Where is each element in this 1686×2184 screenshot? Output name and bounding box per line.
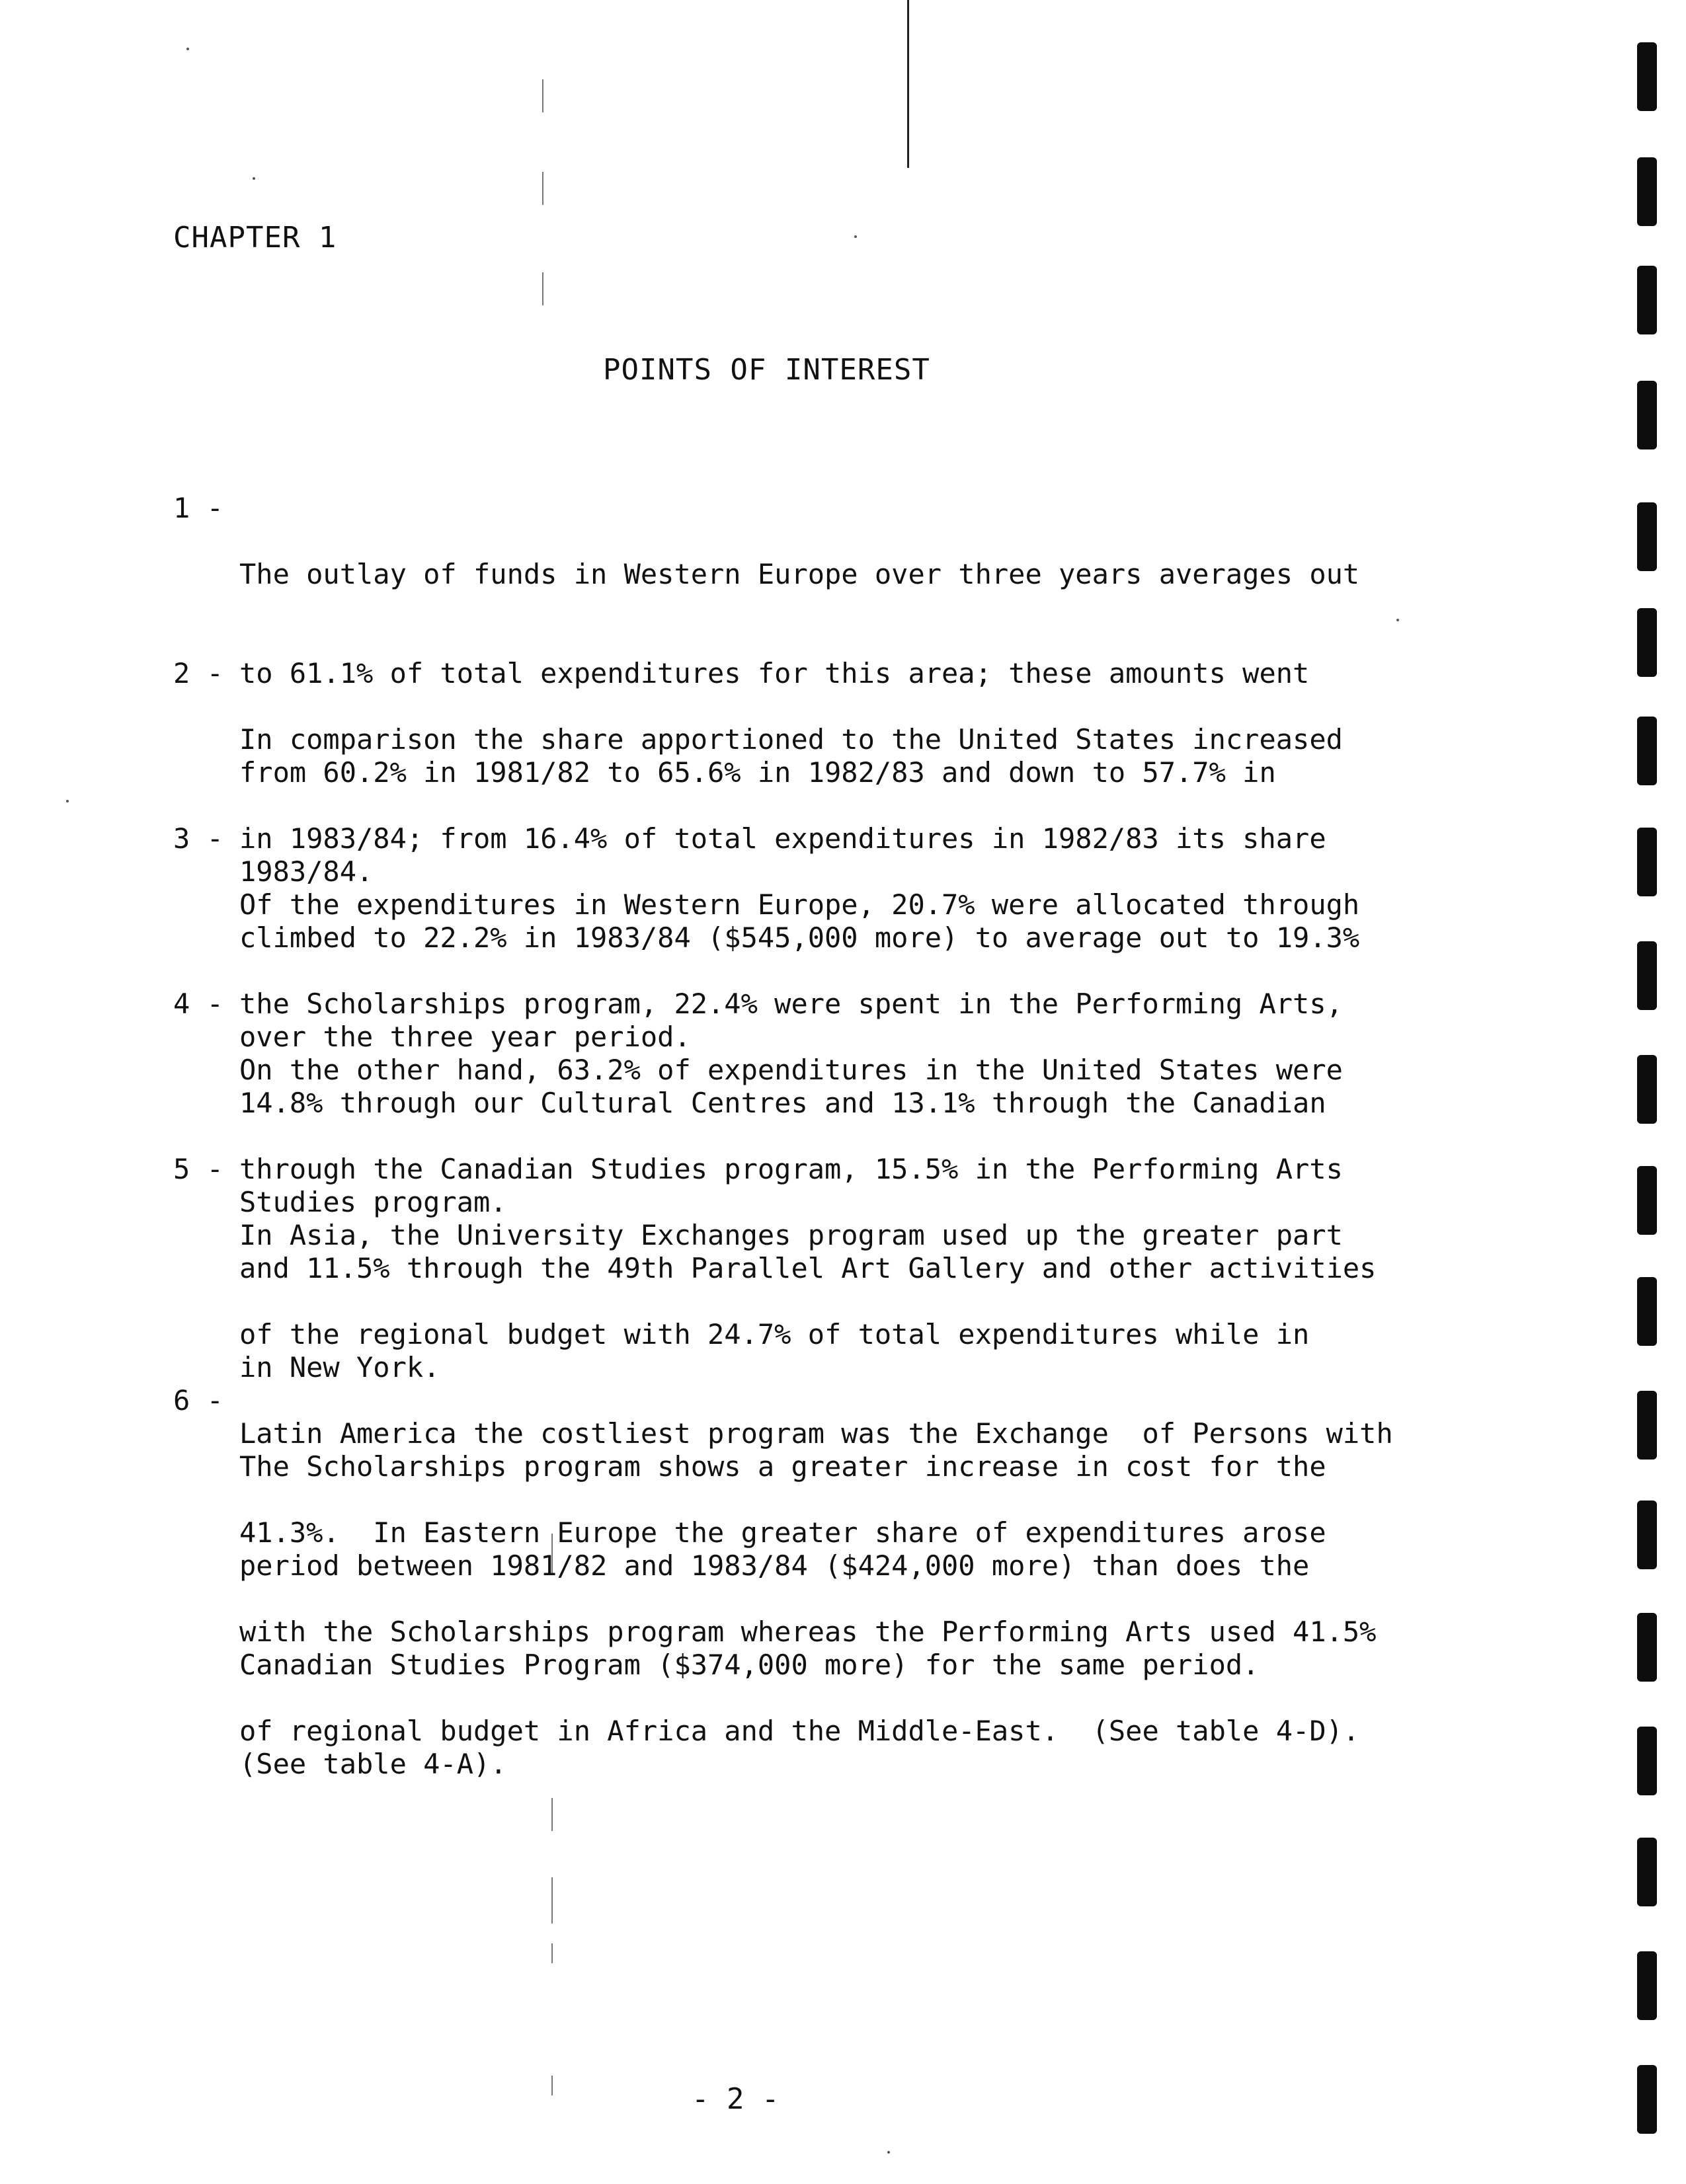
- binder-hole: [1637, 381, 1657, 449]
- binder-hole: [1637, 157, 1657, 226]
- scan-speck: [66, 800, 69, 802]
- binder-hole: [1637, 608, 1657, 677]
- point-text: The Scholarships program shows a greater increase in cost for the period between 1981/82 and 1983/84 ($424,000 more) than does the Canadian Studies Program ($374,000 more) for the same period. (See table 4-A).: [239, 1450, 1326, 1780]
- binder-hole: [1637, 1391, 1657, 1460]
- binder-hole: [1637, 2065, 1657, 2134]
- point-text: On the other hand, 63.2% of expenditures in the United States were through the Canadian Studies program, 15.5% in the Performing Arts and 11.5% through the 49th Parallel Art Gallery and other activities in New York.: [239, 1054, 1377, 1384]
- scan-line: [551, 2076, 553, 2095]
- point-number: 2 -: [173, 657, 223, 689]
- binder-hole: [1637, 1055, 1657, 1124]
- binder-hole: [1637, 1727, 1657, 1795]
- scan-line: [907, 0, 909, 168]
- point-text: In comparison the share apportioned to the United States increased in 1983/84; from 16.4% of total expenditures in 1982/83 its share climbed to 22.2% in 1983/84 ($545,000 more) to average out to 19.3% over the three year period.: [239, 723, 1360, 1053]
- binder-hole: [1637, 1277, 1657, 1346]
- scan-line: [542, 79, 543, 112]
- binder-hole: [1637, 1838, 1657, 1906]
- point-number: 3 -: [173, 822, 223, 855]
- scan-line: [551, 1877, 553, 1924]
- binder-hole: [1637, 502, 1657, 571]
- point-number: 1 -: [173, 492, 223, 524]
- binder-hole: [1637, 1613, 1657, 1682]
- binder-hole: [1637, 717, 1657, 785]
- scan-speck: [253, 177, 255, 180]
- scan-speck: [1396, 619, 1399, 621]
- scan-line: [542, 172, 543, 205]
- page-number: - 2 -: [692, 2082, 780, 2116]
- binder-hole: [1637, 42, 1657, 111]
- binder-hole: [1637, 1166, 1657, 1235]
- point-number: 4 -: [173, 988, 223, 1020]
- binder-hole: [1637, 1501, 1657, 1569]
- scan-speck: [186, 48, 189, 50]
- binder-hole: [1637, 266, 1657, 334]
- chapter-heading: CHAPTER 1: [173, 221, 337, 254]
- binder-hole: [1637, 1951, 1657, 2020]
- binder-hole: [1637, 828, 1657, 896]
- point-number: 5 -: [173, 1153, 223, 1185]
- point-text: The outlay of funds in Western Europe over three years averages out to 61.1% of total expenditures for this area; these amounts went from 60.2% in 1981/82 to 65.6% in 1982/83 and down to 57.7% in 1983/84.: [239, 558, 1360, 888]
- binder-hole: [1637, 941, 1657, 1010]
- point-number: 6 -: [173, 1384, 223, 1417]
- scan-line: [551, 1943, 553, 1963]
- scan-speck: [887, 2151, 890, 2154]
- scan-speck: [854, 235, 857, 238]
- point-text: In Asia, the University Exchanges program used up the greater part of the regional budget with 24.7% of total expenditures while in Latin America the costliest program was the Exchange of Persons with 41.3%. In Eastern Europe the greater share of expenditures arose with the Scholarships program whereas the Performing Arts used 41.5% of regional budget in Africa and the Middle-East. (See table 4-D).: [239, 1219, 1393, 1747]
- point-text: Of the expenditures in Western Europe, 20.7% were allocated through the Scholarships program, 22.4% were spent in the Performing Arts, 14.8% through our Cultural Centres and 13.1% through the Canadian Studies program.: [239, 888, 1360, 1218]
- scan-line: [542, 272, 543, 305]
- page-title: POINTS OF INTEREST: [603, 353, 930, 387]
